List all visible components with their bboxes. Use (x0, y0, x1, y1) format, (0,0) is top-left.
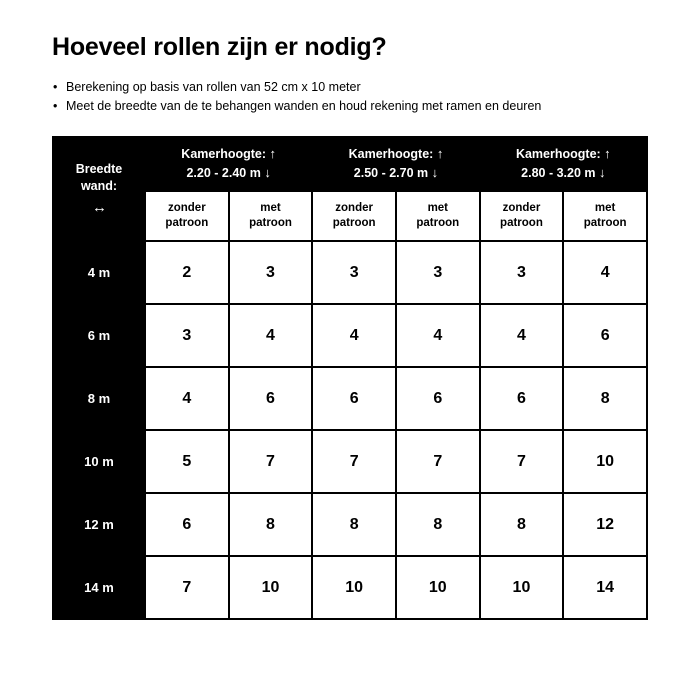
cell-value: 3 (145, 304, 229, 367)
group-3-range: 2.80 - 3.20 m ↓ (521, 165, 606, 181)
cell-value: 10 (563, 430, 647, 493)
cell-value: 2 (145, 241, 229, 304)
note-item: • Berekening op basis van rollen van 52 cm x 10 meter (52, 78, 648, 97)
cell-value: 7 (312, 430, 396, 493)
row-label: 14 m (53, 556, 145, 619)
cell-value: 10 (396, 556, 480, 619)
table-row (53, 304, 647, 367)
note-item: • Meet de breedte van de te behangen wanden en houd rekening met ramen en deuren (52, 97, 648, 116)
cell-value: 6 (563, 304, 647, 367)
cell-value: 8 (480, 493, 564, 556)
arrow-down-icon: ↓ (431, 165, 439, 181)
cell-value: 8 (229, 493, 313, 556)
subheader-col-5: zonder patroon (480, 191, 564, 241)
corner-label-line2: wand: (80, 179, 118, 194)
table-row (53, 556, 647, 619)
cell-value: 6 (229, 367, 313, 430)
group-1-label: Kamerhoogte: ↑ (181, 146, 277, 162)
cell-value: 7 (145, 556, 229, 619)
subheader-col-6: met patroon (563, 191, 647, 241)
arrow-horizontal-icon: ↔ (92, 199, 106, 217)
cell-value: 4 (229, 304, 313, 367)
cell-value: 6 (145, 493, 229, 556)
page-title: Hoeveel rollen zijn er nodig? (52, 33, 387, 61)
cell-value: 4 (396, 304, 480, 367)
row-label: 12 m (53, 493, 145, 556)
arrow-up-icon: ↑ (436, 146, 444, 162)
row-label: 8 m (53, 367, 145, 430)
group-2-range: 2.50 - 2.70 m ↓ (353, 165, 439, 181)
cell-value: 6 (396, 367, 480, 430)
group-3-label: Kamerhoogte: ↑ (515, 146, 611, 162)
cell-value: 10 (229, 556, 313, 619)
cell-value: 4 (480, 304, 564, 367)
table-row (53, 493, 647, 556)
table-row (53, 430, 647, 493)
cell-value: 4 (563, 241, 647, 304)
table-body (53, 241, 647, 619)
arrow-up-icon: ↑ (269, 146, 277, 162)
cell-value: 14 (563, 556, 647, 619)
cell-value: 10 (480, 556, 564, 619)
cell-value: 3 (229, 241, 313, 304)
cell-value: 4 (312, 304, 396, 367)
corner-label-line1: Breedte (75, 162, 123, 177)
subheader-col-2: met patroon (229, 191, 313, 241)
table-head (53, 137, 647, 241)
arrow-up-icon: ↑ (604, 146, 611, 162)
cell-value: 3 (480, 241, 564, 304)
table-row (53, 367, 647, 430)
arrow-down-icon: ↓ (264, 165, 271, 181)
subheader-col-3: zonder patroon (312, 191, 396, 241)
cell-value: 6 (312, 367, 396, 430)
cell-value: 3 (312, 241, 396, 304)
group-header-3 (480, 137, 647, 191)
cell-value: 8 (563, 367, 647, 430)
cell-value: 5 (145, 430, 229, 493)
cell-value: 10 (312, 556, 396, 619)
group-header-2 (312, 137, 479, 191)
group-2-label: Kamerhoogte: ↑ (348, 146, 444, 162)
group-1-range: 2.20 - 2.40 m ↓ (186, 165, 271, 181)
cell-value: 7 (480, 430, 564, 493)
table-group-header-row (53, 137, 647, 191)
cell-value: 3 (396, 241, 480, 304)
cell-value: 6 (480, 367, 564, 430)
rolls-table (52, 136, 648, 620)
group-header-1 (145, 137, 312, 191)
cell-value: 12 (563, 493, 647, 556)
subheader-col-4: met patroon (396, 191, 480, 241)
cell-value: 7 (229, 430, 313, 493)
row-label: 6 m (53, 304, 145, 367)
corner-breedte-wand (53, 137, 145, 241)
cell-value: 7 (396, 430, 480, 493)
table-row (53, 241, 647, 304)
notes-list (52, 78, 648, 117)
arrow-down-icon: ↓ (598, 165, 606, 181)
row-label: 10 m (53, 430, 145, 493)
cell-value: 8 (396, 493, 480, 556)
subheader-col-1: zonder patroon (145, 191, 229, 241)
row-label: 4 m (53, 241, 145, 304)
cell-value: 8 (312, 493, 396, 556)
cell-value: 4 (145, 367, 229, 430)
